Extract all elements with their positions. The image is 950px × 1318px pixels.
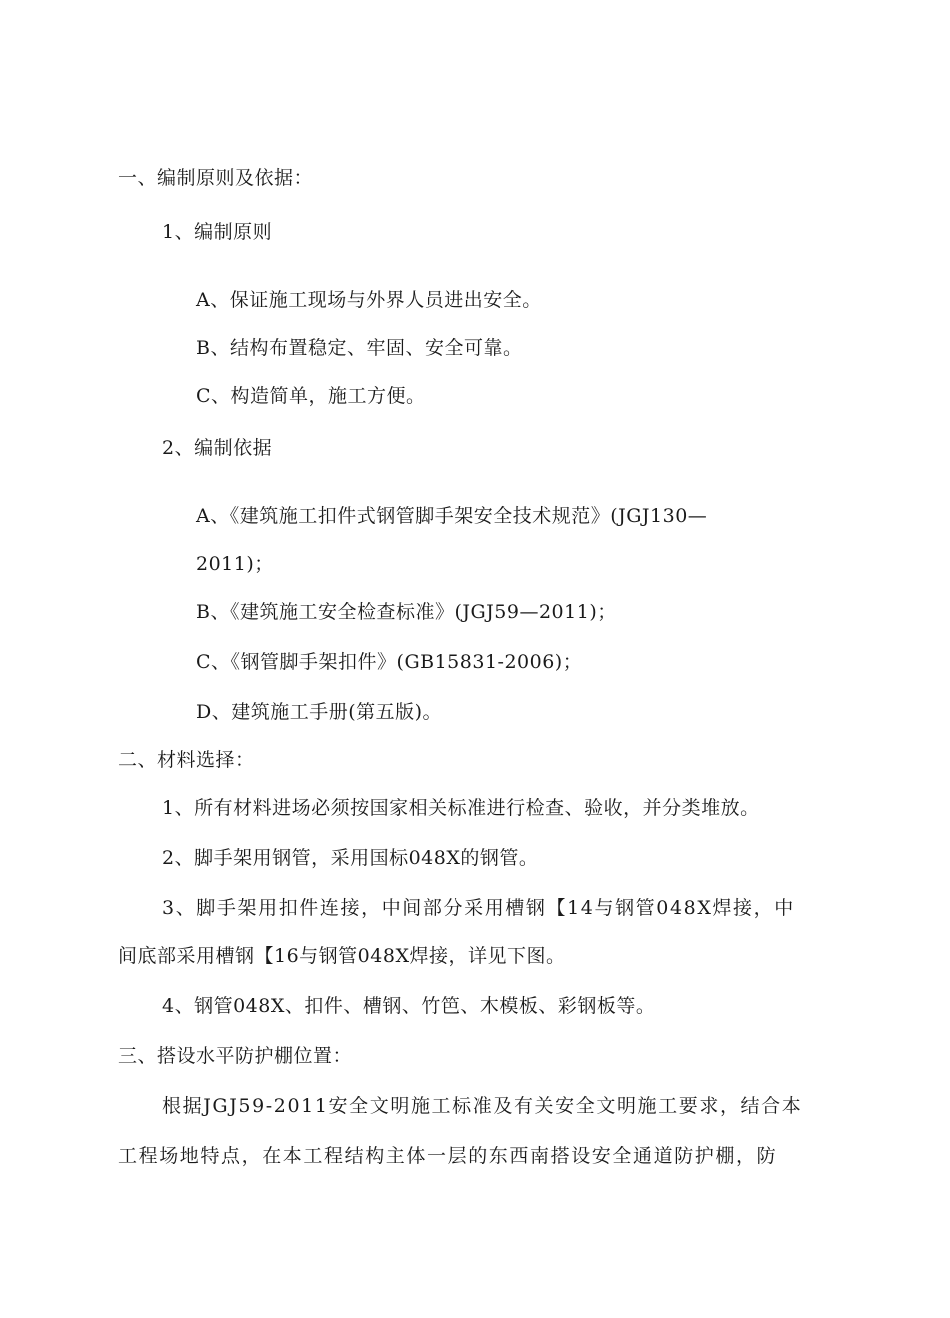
section-heading-1: 一、编制原则及依据： [118, 167, 314, 189]
paragraph-2-4: 4、钢管048X、扣件、槽钢、竹笆、木模板、彩钢板等。 [162, 995, 656, 1017]
section-heading-2: 二、材料选择： [118, 749, 255, 771]
subsection-heading-1-2: 2、编制依据 [162, 437, 273, 459]
paragraph-2-2: 2、脚手架用钢管，采用国标048X的钢管。 [162, 847, 539, 869]
list-item-1-1-b: B、结构布置稳定、牢固、安全可靠。 [196, 337, 523, 359]
paragraph-2-3-continued: 间底部采用槽钢【16与钢管048X焊接，详见下图。 [118, 945, 566, 967]
list-item-1-2-d: D、建筑施工手册(第五版)。 [196, 701, 443, 723]
subsection-heading-1-1: 1、编制原则 [162, 221, 273, 243]
list-item-1-1-c: C、构造简单，施工方便。 [196, 385, 426, 407]
paragraph-2-1: 1、所有材料进场必须按国家相关标准进行检查、验收，并分类堆放。 [162, 797, 760, 819]
paragraph-3-1: 根据JGJ59-2011安全文明施工标准及有关安全文明施工要求，结合本 [162, 1095, 803, 1117]
paragraph-2-3: 3、脚手架用扣件连接，中间部分采用槽钢【14与钢管048X焊接，中 [162, 897, 795, 919]
list-item-1-2-a: A、《建筑施工扣件式钢管脚手架安全技术规范》(JGJ130— [196, 505, 708, 527]
list-item-1-2-b: B、《建筑施工安全检查标准》(JGJ59—2011)； [196, 601, 617, 623]
list-item-1-2-c: C、《钢管脚手架扣件》(GB15831-2006)； [196, 651, 583, 673]
paragraph-3-1-continued: 工程场地特点，在本工程结构主体一层的东西南搭设安全通道防护棚，防 [118, 1145, 778, 1167]
list-item-1-1-a: A、保证施工现场与外界人员进出安全。 [196, 289, 542, 311]
list-item-1-2-a-continued: 2011)； [196, 553, 274, 575]
section-heading-3: 三、搭设水平防护棚位置： [118, 1045, 353, 1067]
